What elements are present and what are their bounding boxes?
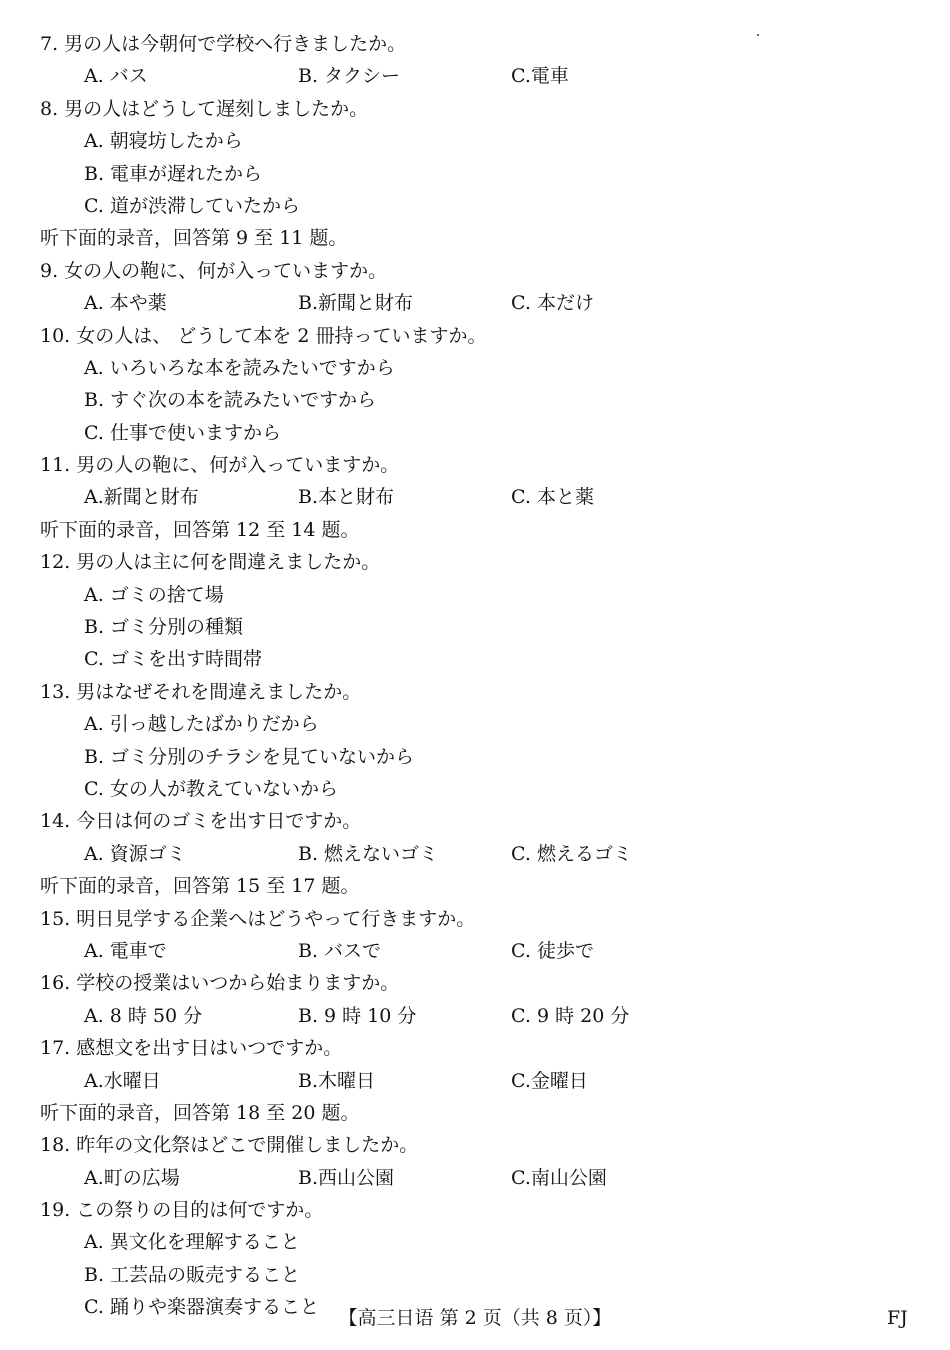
answer-option: A.新聞と財布 (84, 486, 199, 509)
answer-option: C.電車 (511, 65, 569, 88)
exam-questions (40, 28, 920, 1324)
answer-option: C. ゴミを出す時間帯 (84, 648, 262, 671)
answer-option: C. 仕事で使いますから (84, 421, 281, 444)
answer-option: A. バス (84, 65, 148, 88)
question-text: 8. 男の人はどうして遅刻しましたか。 (40, 97, 369, 120)
answer-option: B. 燃えないゴミ (298, 842, 439, 865)
answer-option: A.町の広場 (84, 1166, 180, 1189)
section-instruction: 听下面的录音，回答第 18 至 20 题。 (40, 1101, 360, 1124)
question-text: 11. 男の人の鞄に、何が入っていますか。 (40, 454, 400, 477)
section-instruction: 听下面的录音，回答第 9 至 11 题。 (40, 227, 348, 250)
question-text: 14. 今日は何のゴミを出す日ですか。 (40, 810, 362, 833)
answer-option: B.西山公園 (298, 1166, 395, 1189)
answer-option: A. 電車で (84, 939, 167, 962)
option-row (40, 1000, 920, 1032)
answer-option: A. ゴミの捨て場 (84, 583, 224, 606)
answer-option: C. 9 時 20 分 (511, 1004, 630, 1027)
answer-option: B.木曜日 (298, 1069, 376, 1092)
answer-option: B. タクシー (298, 65, 401, 88)
option-row (40, 287, 920, 319)
option-row (40, 935, 920, 967)
answer-option: C. 燃えるゴミ (511, 842, 632, 865)
answer-option: C. 本だけ (511, 292, 594, 315)
answer-option: B. 9 時 10 分 (298, 1004, 417, 1027)
question-text: 7. 男の人は今朝何で学校へ行きましたか。 (40, 33, 407, 55)
question-text: 19. この祭りの目的は何ですか。 (40, 1199, 324, 1222)
answer-option: A. 異文化を理解すること (84, 1231, 300, 1254)
answer-option: A. 8 時 50 分 (84, 1004, 203, 1027)
option-row (40, 1065, 920, 1097)
answer-option: A. 資源ゴミ (84, 842, 186, 865)
question-text: 13. 男はなぜそれを間違えましたか。 (40, 680, 362, 703)
page-footer: 【高三日语 第 2 页（共 8 页）】 (338, 1307, 612, 1329)
question-text: 18. 昨年の文化祭はどこで開催しましたか。 (40, 1134, 419, 1157)
answer-option: C. 徒歩で (511, 939, 594, 962)
answer-option: B. 電車が遅れたから (84, 162, 263, 185)
question-text: 16. 学校の授業はいつから始まりますか。 (40, 972, 400, 995)
answer-option: B. すぐ次の本を読みたいですから (84, 389, 377, 412)
option-row (40, 481, 920, 513)
option-row (40, 838, 920, 870)
section-instruction: 听下面的录音，回答第 12 至 14 题。 (40, 518, 360, 541)
question-text: 12. 男の人は主に何を間違えましたか。 (40, 551, 381, 574)
answer-option: A. 朝寝坊したから (84, 130, 243, 153)
answer-option: C. 本と薬 (511, 486, 594, 509)
answer-option: C. 女の人が教えていないから (84, 777, 338, 800)
answer-option: C.金曜日 (511, 1069, 588, 1092)
answer-option: A. いろいろな本を読みたいですから (84, 356, 395, 379)
answer-option: A. 引っ越したばかりだから (84, 713, 319, 736)
answer-option: B. ゴミ分別の種類 (84, 616, 244, 639)
answer-option: A.水曜日 (84, 1069, 161, 1092)
answer-option: B. バスで (298, 939, 382, 962)
answer-option: B. ゴミ分別のチラシを見ていないから (84, 745, 415, 768)
answer-option: B.本と財布 (298, 486, 395, 509)
option-row (40, 1162, 920, 1194)
answer-option: A. 本や薬 (84, 292, 167, 315)
question-text: 9. 女の人の鞄に、何が入っていますか。 (40, 259, 388, 282)
question-text: 15. 明日見学する企業へはどうやって行きますか。 (40, 907, 476, 930)
option-row (40, 60, 920, 92)
answer-option: C.南山公園 (511, 1166, 607, 1189)
answer-option: B.新聞と財布 (298, 292, 414, 315)
footer-code: FJ (887, 1307, 908, 1329)
answer-option: C. 踊りや楽器演奏すること (84, 1296, 319, 1319)
answer-option: C. 道が渋滞していたから (84, 194, 300, 217)
answer-option: B. 工芸品の販売すること (84, 1263, 301, 1286)
section-instruction: 听下面的录音，回答第 15 至 17 题。 (40, 875, 360, 898)
question-text: 10. 女の人は、 どうして本を 2 冊持っていますか。 (40, 324, 487, 347)
question-text: 17. 感想文を出す日はいつですか。 (40, 1037, 343, 1060)
